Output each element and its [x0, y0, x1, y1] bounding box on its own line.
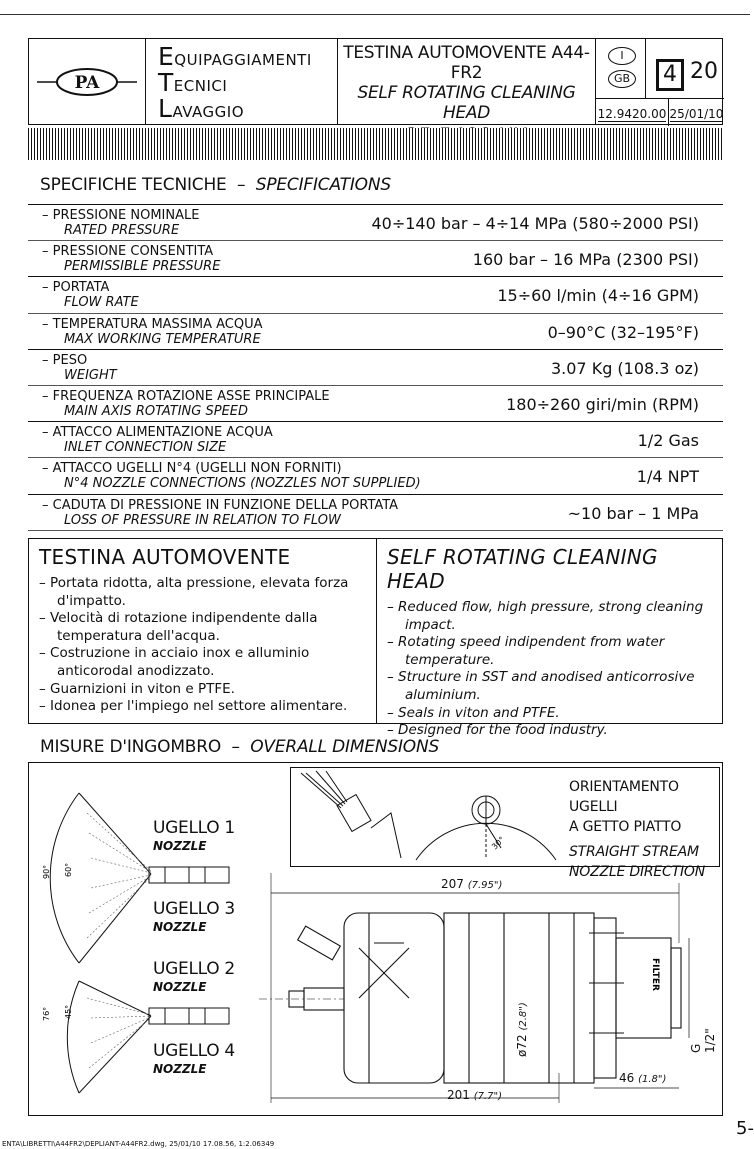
dimension-drawing — [28, 762, 723, 1116]
company-line-1: EQUIPAGGIAMENTI — [158, 42, 312, 71]
angle-label: 76° — [42, 1006, 51, 1021]
spec-row: – PRESSIONE CONSENTITA PERMISSIBLE PRESSURE 160 bar – 16 MPa (2300 PSI) — [28, 241, 723, 277]
title-english: SELF ROTATING CLEANING HEAD — [357, 83, 576, 123]
list-item: – Guarnizioni in viton e PTFE. — [39, 681, 366, 699]
nozzle-3-label: UGELLO 3 NOZZLE — [153, 899, 235, 934]
description-italian-title: TESTINA AUTOMOVENTE — [39, 545, 291, 569]
thread-label: G 1/2" — [689, 1028, 717, 1053]
company-line-3: LAVAGGIO — [158, 94, 245, 123]
nozzle-4-label: UGELLO 4 NOZZLE — [153, 1041, 235, 1076]
list-item: – Idonea per l'impiego nel settore alimentare. — [39, 698, 366, 716]
dim-length-46: 46 (1.8") — [619, 1071, 667, 1085]
spec-row: – PRESSIONE NOMINALE RATED PRESSURE 40÷140 bar – 4÷14 MPa (580÷2000 PSI) — [28, 205, 723, 241]
page-total: 20 — [690, 59, 718, 84]
description-italian — [29, 539, 377, 723]
lang-english-badge: GB — [608, 70, 636, 88]
list-item: – Costruzione in acciaio inox e alluminio anticorodal anodizzato. — [39, 645, 366, 680]
title-italian: TESTINA AUTOMOVENTE A44-FR2 — [343, 43, 590, 83]
dim-length-201: 201 (7.7") — [447, 1088, 503, 1102]
specs-heading: SPECIFICHE TECNICHE – SPECIFICATIONS — [40, 175, 391, 195]
spec-value: 1/2 Gas — [637, 431, 699, 451]
orientation-text: ORIENTAMENTO UGELLI A GETTO PIATTO STRAIGHT STREAM NOZZLE DIRECTION — [569, 779, 706, 880]
specs-table — [28, 204, 723, 531]
logo-text: PA — [74, 72, 100, 93]
page-current: 4 — [656, 59, 684, 91]
description-english — [377, 539, 722, 739]
angle-label: 45° — [64, 1004, 73, 1019]
company-logo — [29, 39, 146, 124]
spec-value: 0–90°C (32–195°F) — [547, 322, 699, 342]
company-line-2: TECNICI — [158, 68, 228, 97]
list-item: – Seals in viton and PTFE. — [387, 705, 712, 723]
doc-date: 25/01/10 — [669, 107, 724, 121]
product-title — [338, 39, 596, 124]
angle-label: 60° — [64, 862, 73, 877]
dimensions-heading: MISURE D'INGOMBRO – OVERALL DIMENSIONS — [40, 737, 440, 757]
angle-label: 90° — [42, 864, 51, 879]
company-name — [146, 39, 338, 124]
spec-row: – PORTATA FLOW RATE 15÷60 l/min (4÷16 GPM) — [28, 277, 723, 313]
description-box — [28, 538, 723, 739]
spec-value: 160 bar – 16 MPa (2300 PSI) — [472, 250, 699, 270]
spec-row: – TEMPERATURA MASSIMA ACQUA MAX WORKING TEMPERATURE 0–90°C (32–195°F) — [28, 314, 723, 350]
spec-value: 15÷60 l/min (4÷16 GPM) — [497, 286, 699, 306]
top-rule — [0, 14, 750, 15]
spec-value: 40÷140 bar – 4÷14 MPa (580÷2000 PSI) — [371, 214, 699, 233]
spec-value: 1/4 NPT — [636, 467, 699, 487]
list-item: – Portata ridotta, alta pressione, elevata forza d'impatto. — [39, 575, 366, 610]
file-path: ENTA\LIBRETTI\A44FR2\DEPLIANT-A44FR2.dwg, 25/01/10 17.08.56, 1:2.06349 — [2, 1140, 275, 1148]
dim-length-207: 207 (7.95") — [441, 877, 503, 891]
list-item: – Structure in SST and anodised anticorrosive aluminium. — [387, 669, 712, 704]
orientation-sketch — [291, 768, 561, 866]
angle-label: 30° — [490, 835, 507, 852]
title-block — [28, 38, 723, 125]
dim-diameter-72: ø72 (2.8") — [515, 1002, 529, 1057]
list-item: – Velocità di rotazione indipendente dalla temperatura dell'acqua. — [39, 610, 366, 645]
spec-row: – PESO WEIGHT 3.07 Kg (108.3 oz) — [28, 350, 723, 386]
list-item: – Reduced flow, high pressure, strong cleaning impact. — [387, 599, 712, 634]
doc-code: 12.9420.00 — [596, 99, 669, 126]
nozzle-1-label: UGELLO 1 NOZZLE — [153, 818, 235, 853]
description-english-title: SELF ROTATING CLEANING HEAD — [387, 545, 658, 593]
spec-value: ~10 bar – 1 MPa — [567, 503, 699, 523]
nozzle-2-label: UGELLO 2 NOZZLE — [153, 959, 235, 994]
lang-italian-badge: I — [608, 47, 636, 65]
spec-row: – ATTACCO ALIMENTAZIONE ACQUA INLET CONNECTION SIZE 1/2 Gas — [28, 422, 723, 458]
spec-row: – ATTACCO UGELLI N°4 (UGELLI NON FORNITI) N°4 NOZZLE CONNECTIONS (NOZZLES NOT SUPPLIED) 1/4 NPT — [28, 458, 723, 494]
spec-row: – CADUTA DI PRESSIONE IN FUNZIONE DELLA PORTATA LOSS OF PRESSURE IN RELATION TO FLOW ~10 bar – 1 MPa — [28, 495, 723, 531]
list-item: – Designed for the food industry. — [387, 722, 712, 740]
spec-value: 180÷260 giri/min (RPM) — [506, 394, 699, 414]
page-indicator — [646, 39, 724, 99]
page-number: 5- — [736, 1118, 754, 1139]
filter-label: FILTER — [650, 958, 660, 991]
language-marks — [596, 39, 646, 99]
pa-logo-icon — [37, 57, 137, 107]
spec-value: 3.07 Kg (108.3 oz) — [550, 358, 699, 378]
list-item: – Rotating speed indipendent from water temperature. — [387, 634, 712, 669]
spec-row: – FREQUENZA ROTAZIONE ASSE PRINCIPALE MAIN AXIS ROTATING SPEED 180÷260 giri/min (RPM) — [28, 386, 723, 422]
hatched-band — [28, 128, 723, 160]
